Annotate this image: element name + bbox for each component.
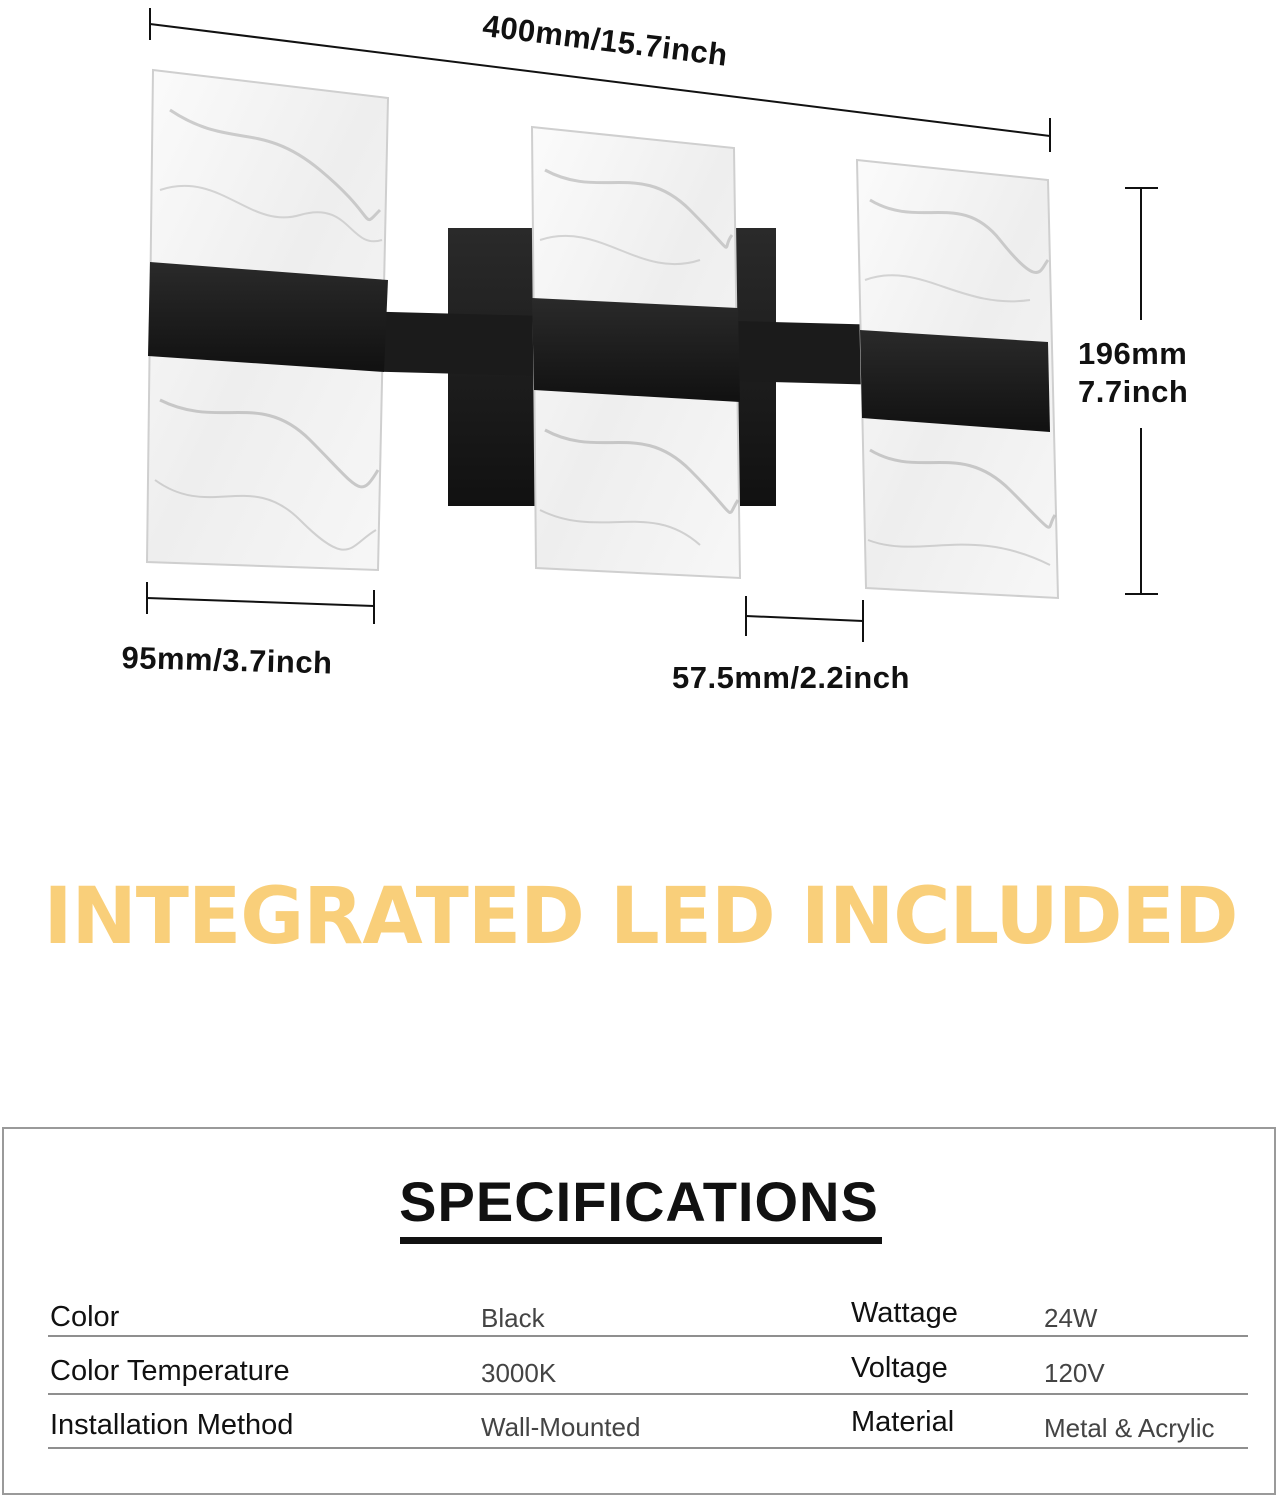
spec-label-wattage: Wattage [851, 1297, 958, 1329]
row-divider [48, 1335, 1248, 1337]
spec-label-installation-method: Installation Method [50, 1409, 294, 1441]
spec-value-color: Black [481, 1303, 545, 1333]
panel-width-dimension-line [147, 582, 374, 624]
left-acrylic-panel [147, 70, 388, 570]
width-dimension-label: 400mm/15.7inch [480, 8, 730, 73]
row-divider [48, 1393, 1248, 1395]
spec-label-color: Color [50, 1301, 120, 1333]
specifications-panel [2, 1127, 1276, 1495]
spec-label-material: Material [851, 1406, 955, 1438]
spec-label-voltage: Voltage [851, 1352, 948, 1384]
gap-dimension-line [746, 596, 863, 642]
spec-value-voltage: 120V [1044, 1358, 1105, 1388]
spec-value-wattage: 24W [1044, 1303, 1098, 1333]
title-underline [400, 1237, 882, 1244]
gap-dimension-label: 57.5mm/2.2inch [672, 660, 910, 695]
spec-value-material: Metal & Acrylic [1044, 1413, 1215, 1443]
height-dimension-label-inch: 7.7inch [1078, 374, 1189, 409]
panel-width-dimension-label: 95mm/3.7inch [121, 640, 333, 681]
integrated-led-banner: INTEGRATED LED INCLUDED [43, 872, 1238, 962]
spec-value-installation-method: Wall-Mounted [481, 1412, 641, 1442]
center-acrylic-panel [532, 127, 740, 578]
height-dimension-label-mm: 196mm [1078, 336, 1188, 371]
row-divider [48, 1447, 1248, 1449]
specifications-title: SPECIFICATIONS [399, 1170, 879, 1233]
right-acrylic-panel [857, 160, 1058, 598]
spec-value-color-temperature: 3000K [481, 1358, 557, 1388]
spec-label-color-temperature: Color Temperature [50, 1355, 290, 1387]
